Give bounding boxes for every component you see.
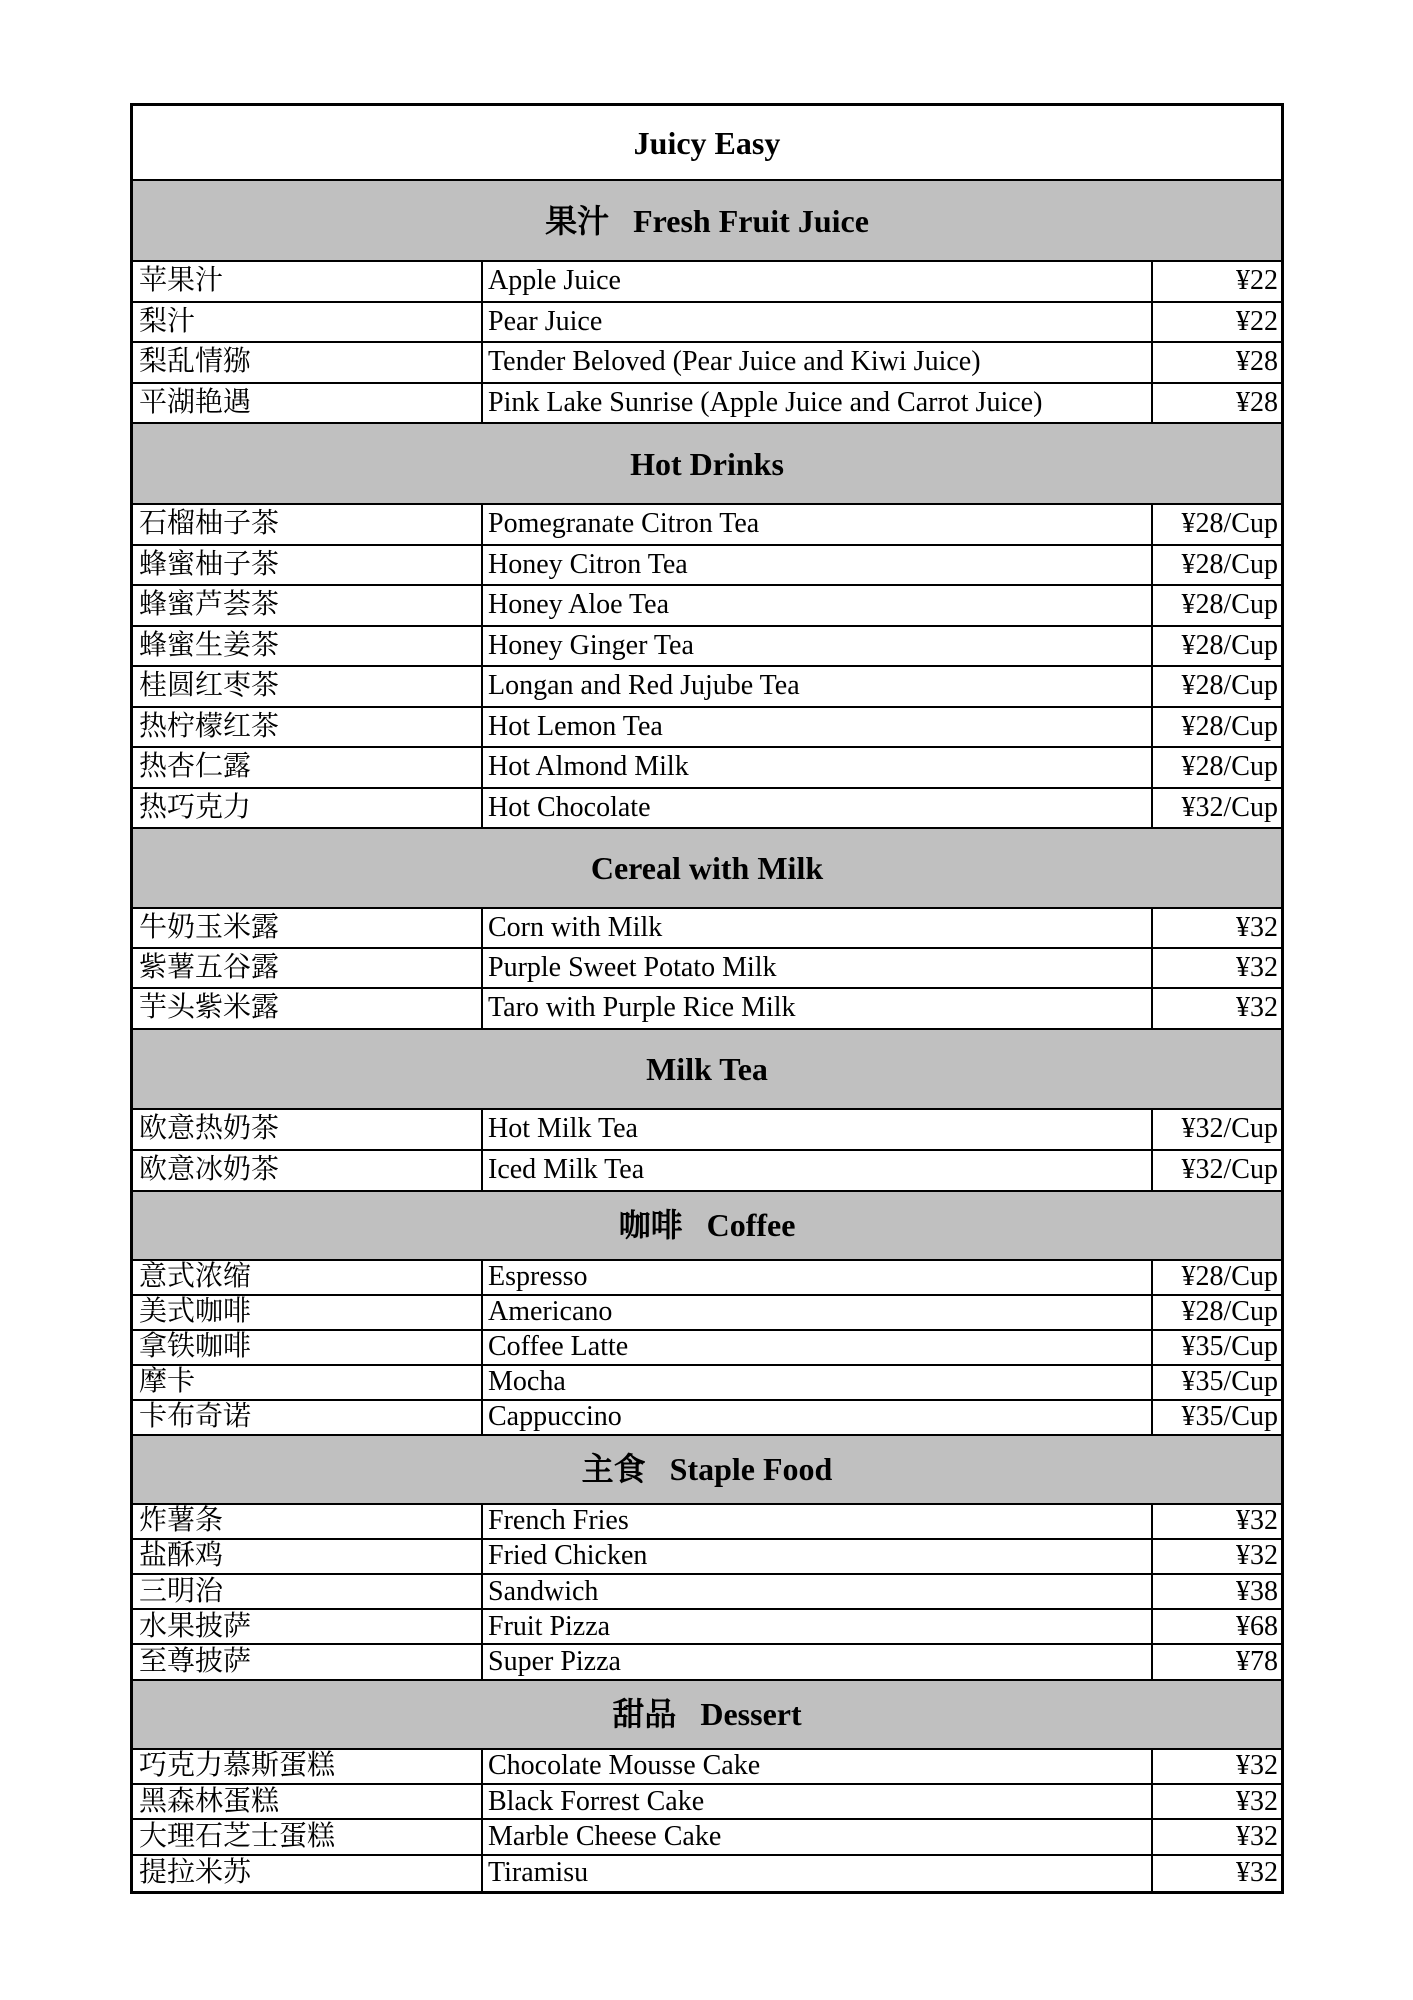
item-price: ¥28/Cup: [1181, 629, 1278, 661]
item-price: ¥22: [1236, 305, 1278, 337]
menu-title-row: [133, 106, 1281, 181]
item-name-zh: 苹果汁: [133, 262, 483, 301]
section-heading-en: Staple Food: [669, 1451, 833, 1488]
item-name-zh: 蜂蜜芦荟茶: [133, 586, 483, 625]
item-price: ¥78: [1236, 1645, 1278, 1677]
item-name-en: Chocolate Mousse Cake: [483, 1750, 1153, 1783]
item-name-en: Longan and Red Jujube Tea: [483, 667, 1153, 706]
menu-item-row: [133, 989, 1281, 1029]
menu-item-row: [133, 789, 1281, 830]
section-header: [133, 181, 1281, 260]
menu-item-row: [133, 384, 1281, 425]
item-name-zh: 紫薯五谷露: [133, 949, 483, 987]
item-name-zh: 巧克力慕斯蛋糕: [133, 1750, 483, 1783]
section-header-row: [133, 181, 1281, 262]
section-heading-en: Cereal with Milk: [590, 850, 824, 886]
item-price: ¥32: [1236, 1540, 1278, 1572]
item-price: ¥32: [1236, 992, 1278, 1024]
item-name-en: Pink Lake Sunrise (Apple Juice and Carrot Juice): [483, 384, 1153, 423]
item-name-zh: 黑森林蛋糕: [133, 1785, 483, 1818]
item-price: ¥32: [1236, 1785, 1278, 1817]
item-price: ¥32: [1236, 1857, 1278, 1889]
menu-item-row: [133, 1110, 1281, 1151]
item-name-zh: 水果披萨: [133, 1610, 483, 1643]
menu-item-row: [133, 1366, 1281, 1401]
item-price: ¥32/Cup: [1181, 791, 1278, 823]
menu-item-row: [133, 1820, 1281, 1855]
item-name-en: Marble Cheese Cake: [483, 1820, 1153, 1853]
menu-title: Juicy Easy: [633, 124, 781, 161]
section-heading-zh: 咖啡: [618, 1207, 683, 1244]
item-name-zh: 石榴柚子茶: [133, 505, 483, 544]
item-name-en: Honey Ginger Tea: [483, 627, 1153, 666]
section-header-row: [133, 829, 1281, 909]
item-name-zh: 意式浓缩: [133, 1261, 483, 1294]
item-name-zh: 牛奶玉米露: [133, 909, 483, 947]
section-header-row: [133, 424, 1281, 505]
item-name-zh: 卡布奇诺: [133, 1401, 483, 1434]
item-name-zh: 芋头紫米露: [133, 989, 483, 1027]
item-name-zh: 热柠檬红茶: [133, 708, 483, 747]
item-price: ¥32/Cup: [1181, 1113, 1278, 1145]
menu-item-row: [133, 1785, 1281, 1820]
item-price: ¥32: [1236, 912, 1278, 944]
menu-item-row: [133, 1261, 1281, 1296]
item-name-zh: 美式咖啡: [133, 1296, 483, 1329]
item-name-en: Sandwich: [483, 1575, 1153, 1608]
section-heading-en: Dessert: [700, 1696, 802, 1732]
item-name-en: Apple Juice: [483, 262, 1153, 301]
section-heading-en: Fresh Fruit Juice: [633, 202, 869, 239]
item-price: ¥32/Cup: [1181, 1154, 1278, 1186]
section-heading-zh: 主食: [581, 1451, 646, 1488]
item-price: ¥35/Cup: [1181, 1401, 1278, 1433]
menu-item-row: [133, 627, 1281, 668]
section-header: [133, 1030, 1281, 1108]
section-heading-en: Hot Drinks: [630, 445, 784, 482]
menu-item-row: [133, 262, 1281, 303]
item-price: ¥28: [1236, 386, 1278, 418]
item-name-en: Honey Citron Tea: [483, 546, 1153, 585]
item-name-en: Tiramisu: [483, 1856, 1153, 1891]
item-name-en: Corn with Milk: [483, 909, 1153, 947]
item-name-en: Coffee Latte: [483, 1331, 1153, 1364]
menu-item-row: [133, 546, 1281, 587]
item-price: ¥35/Cup: [1181, 1366, 1278, 1398]
menu-table: [130, 103, 1284, 1894]
item-price: ¥28/Cup: [1181, 710, 1278, 742]
section-heading-zh: 甜品: [612, 1696, 677, 1732]
item-price: ¥22: [1236, 265, 1278, 297]
item-name-zh: 炸薯条: [133, 1505, 483, 1538]
menu-item-row: [133, 1151, 1281, 1192]
section-header-row: [133, 1030, 1281, 1110]
section-header: [133, 1192, 1281, 1259]
menu-item-row: [133, 1645, 1281, 1680]
section-header-row: [133, 1681, 1281, 1750]
item-name-zh: 梨汁: [133, 303, 483, 342]
item-price: ¥28: [1236, 346, 1278, 378]
item-name-zh: 三明治: [133, 1575, 483, 1608]
menu-item-row: [133, 949, 1281, 989]
section-header: [133, 1436, 1281, 1503]
menu-item-row: [133, 586, 1281, 627]
item-name-en: French Fries: [483, 1505, 1153, 1538]
item-name-zh: 大理石芝士蛋糕: [133, 1820, 483, 1853]
menu-item-row: [133, 748, 1281, 789]
item-price: ¥28/Cup: [1181, 1261, 1278, 1293]
section-header-row: [133, 1436, 1281, 1505]
section-header-row: [133, 1192, 1281, 1261]
item-name-en: Fruit Pizza: [483, 1610, 1153, 1643]
item-price: ¥35/Cup: [1181, 1331, 1278, 1363]
item-price: ¥28/Cup: [1181, 589, 1278, 621]
item-name-zh: 梨乱情猕: [133, 343, 483, 382]
item-name-zh: 热巧克力: [133, 789, 483, 828]
item-name-en: Hot Lemon Tea: [483, 708, 1153, 747]
menu-item-row: [133, 1750, 1281, 1785]
menu-item-row: [133, 1575, 1281, 1610]
item-name-zh: 热杏仁露: [133, 748, 483, 787]
item-price: ¥28/Cup: [1181, 670, 1278, 702]
item-name-en: Honey Aloe Tea: [483, 586, 1153, 625]
item-price: ¥28/Cup: [1181, 508, 1278, 540]
menu-item-row: [133, 1610, 1281, 1645]
item-price: ¥28/Cup: [1181, 1296, 1278, 1328]
item-price: ¥32: [1236, 1750, 1278, 1782]
item-price: ¥28/Cup: [1181, 548, 1278, 580]
item-name-en: Iced Milk Tea: [483, 1151, 1153, 1190]
item-name-en: Pomegranate Citron Tea: [483, 505, 1153, 544]
section-header: [133, 829, 1281, 907]
item-name-en: Hot Milk Tea: [483, 1110, 1153, 1149]
item-name-zh: 蜂蜜生姜茶: [133, 627, 483, 666]
section-heading-en: Coffee: [706, 1207, 796, 1244]
item-name-en: Hot Almond Milk: [483, 748, 1153, 787]
item-name-en: Espresso: [483, 1261, 1153, 1294]
menu-item-row: [133, 343, 1281, 384]
item-name-en: Hot Chocolate: [483, 789, 1153, 828]
item-name-zh: 平湖艳遇: [133, 384, 483, 423]
menu-item-row: [133, 909, 1281, 949]
menu-item-row: [133, 667, 1281, 708]
item-name-en: Fried Chicken: [483, 1540, 1153, 1573]
menu-item-row: [133, 1856, 1281, 1891]
section-heading-zh: 果汁: [545, 202, 610, 239]
item-price: ¥32: [1236, 952, 1278, 984]
item-name-en: Purple Sweet Potato Milk: [483, 949, 1153, 987]
item-price: ¥68: [1236, 1610, 1278, 1642]
item-name-en: Cappuccino: [483, 1401, 1153, 1434]
menu-item-row: [133, 1540, 1281, 1575]
section-heading-en: Milk Tea: [646, 1050, 768, 1087]
item-name-en: Mocha: [483, 1366, 1153, 1399]
item-price: ¥32: [1236, 1820, 1278, 1852]
menu-item-row: [133, 1505, 1281, 1540]
item-name-zh: 蜂蜜柚子茶: [133, 546, 483, 585]
item-price: ¥28/Cup: [1181, 751, 1278, 783]
section-header: [133, 424, 1281, 503]
item-name-en: Taro with Purple Rice Milk: [483, 989, 1153, 1027]
item-name-zh: 拿铁咖啡: [133, 1331, 483, 1364]
menu-item-row: [133, 1296, 1281, 1331]
item-price: ¥32: [1236, 1505, 1278, 1537]
item-name-zh: 欧意热奶茶: [133, 1110, 483, 1149]
item-name-zh: 至尊披萨: [133, 1645, 483, 1678]
item-name-en: Super Pizza: [483, 1645, 1153, 1678]
section-header: [133, 1681, 1281, 1748]
menu-item-row: [133, 505, 1281, 546]
item-name-en: Tender Beloved (Pear Juice and Kiwi Juice): [483, 343, 1153, 382]
menu-item-row: [133, 303, 1281, 344]
item-name-en: Pear Juice: [483, 303, 1153, 342]
item-name-zh: 欧意冰奶茶: [133, 1151, 483, 1190]
item-name-zh: 提拉米苏: [133, 1856, 483, 1891]
item-name-zh: 桂圆红枣茶: [133, 667, 483, 706]
menu-item-row: [133, 708, 1281, 749]
item-name-zh: 盐酥鸡: [133, 1540, 483, 1573]
item-name-en: Americano: [483, 1296, 1153, 1329]
item-name-zh: 摩卡: [133, 1366, 483, 1399]
menu-item-row: [133, 1331, 1281, 1366]
item-price: ¥38: [1236, 1575, 1278, 1607]
item-name-en: Black Forrest Cake: [483, 1785, 1153, 1818]
menu-item-row: [133, 1401, 1281, 1436]
